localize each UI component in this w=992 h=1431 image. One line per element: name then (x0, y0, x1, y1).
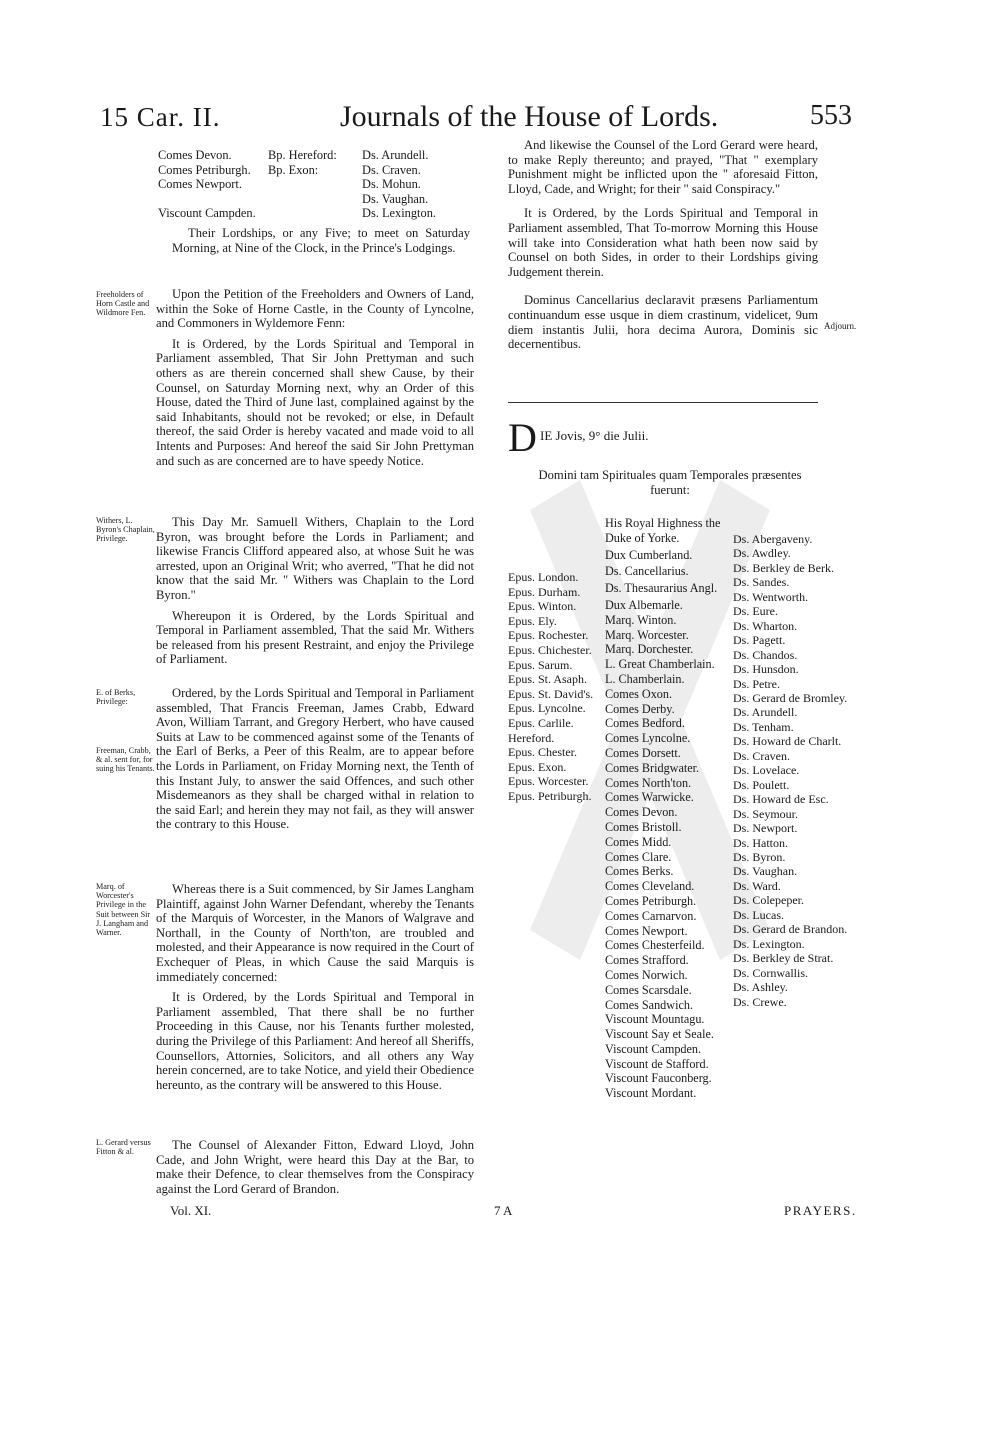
peer-entry: His Royal Highness the Duke of Yorke. (605, 516, 721, 545)
committee-member: Bp. Hereford: (268, 148, 337, 162)
paragraph: Whereupon it is Ordered, by the Lords Spiritual and Temporal in Parliament assembled, That the said Mr. Withers be released from his present Restraint, and enjoy the Privilege of Parliament. (156, 608, 474, 667)
baron-entry: Ds. Lexington. (733, 936, 805, 951)
entry-freeholders (156, 287, 474, 468)
margin-note: Withers, L. Byron's Chaplain, Privilege. (96, 516, 155, 544)
peer-entry: Comes Bedford. (605, 716, 685, 731)
baron-entry: Ds. Crewe. (733, 994, 787, 1009)
peer-entry: Comes Oxon. (605, 686, 673, 701)
paragraph: It is Ordered, by the Lords Spiritual and Temporal in Parliament assembled, That Sir John Prettyman and such others as are therein concerned shall shew Cause, by their Counsel, on Saturday Morning next, why an Order of this House, dated the Third of June last, complained against by the said Inhabitants, should not be revoked; or else, in Default thereof, the said Order is hereby vacated and made void to all Intents and Purposes: And hereof the said Sir John Prettyman and such as are concerned are to have speedy Notice. (156, 336, 474, 468)
paragraph: And likewise the Counsel of the Lord Gerard were heard, to make Reply thereunto; and prayed, "That " exemplary Punishment might be inflicted upon the " aforesaid Fitton, Lloyd, Cade, and Wright; for their " said Conspiracy." (508, 138, 818, 196)
committee-member: Viscount Campden. (158, 206, 256, 221)
baron-entry: Ds. Abergaveny. (733, 532, 813, 546)
peer-entry: Comes Strafford. (605, 953, 689, 968)
baron-entry: Ds. Lucas. (733, 907, 784, 922)
margin-note: Freeholders of Horn Castle and Wildmore Fen. (96, 290, 150, 318)
bishop-entry: Epus. London. (508, 570, 579, 584)
bishops-list (508, 570, 593, 804)
baron-entry: Ds. Berkley de Strat. (733, 951, 834, 966)
peer-entry: Comes Chesterfeild. (605, 938, 705, 953)
right-top-text (508, 138, 818, 352)
committee-member: Ds. Arundell. (362, 148, 429, 162)
bishop-entry: Epus. Rochester. (508, 628, 589, 643)
margin-note: Freeman, Crabb, & al. sent for, for suing his Tenants. (96, 746, 155, 774)
volume-label: Vol. XI. (170, 1203, 212, 1218)
bishop-entry: Epus. St. Asaph. (508, 672, 588, 687)
peer-entry: Viscount Campden. (605, 1041, 702, 1056)
bishop-entry: Hereford. (508, 730, 555, 745)
baron-entry: Ds. Wharton. (733, 618, 798, 633)
paragraph: Upon the Petition of the Freeholders and Owners of Land, within the Soke of Horne Castle, in the County of Lyncolne, and Commoners in Wyldemore Fenn: (156, 287, 474, 331)
entry-worcester (156, 882, 474, 1092)
baron-entry: Ds. Berkley de Berk. (733, 560, 834, 575)
peer-entry: Comes Bridgwater. (605, 760, 700, 775)
peer-entry: Comes Devon. (605, 805, 678, 820)
baron-entry: Ds. Hunsdon. (733, 662, 799, 677)
signature-mark: 7 A (494, 1203, 513, 1218)
baron-entry: Ds. Tenham. (733, 719, 794, 734)
paragraph: It is Ordered, by the Lords Spiritual and Temporal in Parliament assembled, That To-morrow Morning this House will take into Consideration what hath been now said by Counsel on both Sides, in order to their Lordships giving Judgement therein. (508, 206, 818, 279)
baron-entry: Ds. Howard de Charlt. (733, 734, 842, 749)
drop-cap: D (508, 415, 537, 460)
paragraph: This Day Mr. Samuell Withers, Chaplain to the Lord Byron, was brought before the Lords in Parliament; and likewise Francis Clifford appeared also, at whose Suit he was arrested, upon an Original Writ; who averred, "That he did not know that the said Mr. " Withers was Chaplain to the Lord Byron." (156, 515, 474, 602)
margin-note-adjourn: Adjourn. (824, 321, 857, 331)
peer-entry: Marq. Winton. (605, 612, 677, 627)
bishop-entry: Epus. Petriburgh. (508, 788, 592, 803)
margin-note: E. of Berks, Privilege: (96, 688, 136, 707)
committee-member: Comes Devon. (158, 148, 232, 162)
bishop-entry: Epus. Worcester. (508, 774, 589, 789)
baron-entry: Ds. Newport. (733, 821, 798, 836)
adjournment-paragraph: Dominus Cancellarius declaravit præsens Parliamentum continuandum esse usque in diem crastinum, videlicet, 9um diem instantis Julii, hora decima Aurora, Dominis sic decernentibus. (508, 293, 818, 352)
bishop-entry: Epus. Chester. (508, 745, 577, 760)
peer-entry: Viscount Say et Seale. (605, 1027, 714, 1042)
date-line: IE Jovis, 9° die Julii. (540, 428, 649, 443)
committee-member: Ds. Craven. (362, 162, 421, 177)
peer-entry: Dux Albemarle. (605, 597, 683, 612)
committee-col-2 (268, 148, 337, 177)
peer-entry: Marq. Worcester. (605, 627, 689, 642)
baron-entry: Ds. Lovelace. (733, 763, 800, 778)
baron-entry: Ds. Gerard de Brandon. (733, 922, 848, 937)
peer-entry: Comes Midd. (605, 834, 672, 849)
regnal-year: 15 Car. II. (100, 102, 221, 132)
margin-note: Marq. of Worcester's Privilege in the Suit between Sir J. Langham and Warner. (96, 882, 151, 938)
peer-entry: L. Great Chamberlain. (605, 657, 715, 672)
bishop-entry: Epus. Lyncolne. (508, 701, 586, 716)
peer-entry: Dux Cumberland. (605, 547, 693, 562)
peer-entry: Comes Petriburgh. (605, 893, 697, 908)
bishop-entry: Epus. Ely. (508, 613, 557, 628)
peer-entry: Comes Carnarvon. (605, 908, 697, 923)
peer-entry: Comes Clare. (605, 849, 672, 864)
peer-entry: Comes Sandwich. (605, 997, 694, 1012)
paragraph: The Counsel of Alexander Fitton, Edward Lloyd, John Cade, and John Wright, were heard this Day at the Bar, to make their Defence, to clear themselves from the Conspiracy against the Lord Gerard of Brandon. (156, 1138, 474, 1196)
peer-entry: Viscount Fauconberg. (605, 1071, 712, 1086)
peer-entry: Comes Lyncolne. (605, 731, 691, 746)
baron-entry: Ds. Craven. (733, 748, 790, 763)
bishop-entry: Epus. Carlile. (508, 715, 574, 730)
committee-meeting: Their Lordships, or any Five; to meet on Saturday Morning, at Nine of the Clock, in the Prince's Lodgings. (172, 226, 470, 255)
bishop-entry: Epus. Sarum. (508, 657, 573, 672)
baron-entry: Ds. Vaughan. (733, 864, 798, 879)
peer-entry: Viscount Mordant. (605, 1086, 697, 1101)
bishop-entry: Epus. St. David's. (508, 686, 594, 701)
entry-withers (156, 515, 474, 667)
present-line: Domini tam Spirituales quam Temporales præsentes fuerunt: (538, 468, 802, 497)
paragraph: It is Ordered, by the Lords Spiritual and Temporal in Parliament assembled, That there shall be no further Proceeding in this Cause, nor his Tenants further molested, during the Privilege of this Parliament: And hereof all Sheriffs, Counsellors, Attornies, Solicitors, and all others any Way herein concerned, are to take Notice, and yield their Obedience hereunto, as the contrary will be answered to this House. (156, 990, 474, 1092)
baron-entry: Ds. Petre. (733, 676, 780, 691)
running-title: Journals of the House of Lords. (340, 100, 719, 133)
baron-entry: Ds. Gerard de Bromley. (733, 690, 848, 705)
peer-entry: Comes Derby. (605, 701, 675, 716)
peer-entry: Comes Newport. (605, 923, 688, 938)
catchword: PRAYERS. (784, 1203, 857, 1218)
baron-entry: Ds. Howard de Esc. (733, 792, 829, 807)
peer-entry: Comes Cleveland. (605, 879, 695, 894)
bishop-entry: Epus. Winton. (508, 599, 577, 614)
spacer (158, 192, 256, 207)
entry-gerard (156, 1138, 474, 1196)
peer-entry: Viscount Mountagu. (605, 1012, 705, 1027)
baron-entry: Ds. Wentworth. (733, 589, 809, 604)
baron-entry: Ds. Eure. (733, 604, 778, 619)
peer-entry: Comes Norwich. (605, 967, 688, 982)
peer-entry: Comes Warwicke. (605, 790, 694, 805)
section-rule (508, 402, 818, 403)
margin-note: L. Gerard versus Fitton & al. (96, 1138, 151, 1157)
bishop-entry: Epus. Chichester. (508, 642, 592, 657)
baron-entry: Ds. Arundell. (733, 705, 798, 720)
peer-entry: Ds. Cancellarius. (605, 564, 689, 579)
baron-entry: Ds. Pagett. (733, 633, 786, 648)
committee-col-1 (158, 148, 256, 221)
committee-member: Comes Petriburgh. (158, 162, 251, 177)
bishop-entry: Epus. Durham. (508, 584, 581, 599)
paragraph: Ordered, by the Lords Spiritual and Temporal in Parliament assembled, That Francis Freeman, James Crabb, Edward Avon, William Tarrant, and Gregory Herbert, who have caused Suits at Law to be commenced against some of the Tenants of the Earl of Berks, a Peer of this Realm, are to appear before the Lords in Parliament, on Friday Morning next, the Tenth of this Instant July, to answer the said Offences, and such other Misdemeanors as they shall be charged withal in relation to the said Earl; and herein they may not fail, as they will answer the contrary to this House. (156, 686, 474, 832)
entry-berks (156, 686, 474, 832)
baron-entry: Ds. Byron. (733, 849, 786, 864)
baron-entry: Ds. Ward. (733, 878, 781, 893)
peer-entry: Marq. Dorchester. (605, 642, 694, 657)
baron-entry: Ds. Sandes. (733, 575, 790, 590)
committee-member: Ds. Mohun. (362, 177, 421, 192)
committee-member: Ds. Lexington. (362, 206, 436, 221)
baron-entry: Ds. Awdley. (733, 546, 791, 561)
peer-entry: Comes Berks. (605, 864, 674, 879)
committee-col-3 (362, 148, 436, 221)
peer-entry: Comes Dorsett. (605, 745, 681, 760)
peer-entry: Viscount de Stafford. (605, 1056, 709, 1071)
committee-member: Bp. Exon: (268, 162, 319, 177)
peers-list (605, 516, 723, 1101)
peer-entry: Comes Scarsdale. (605, 982, 692, 997)
peer-entry: Comes Bristoll. (605, 819, 682, 834)
barons-list (733, 532, 847, 1009)
peer-entry: Comes North'ton. (605, 775, 692, 790)
bishop-entry: Epus. Exon. (508, 759, 567, 774)
peer-entry: L. Chamberlain. (605, 671, 685, 686)
paragraph: Whereas there is a Suit commenced, by Sir James Langham Plaintiff, against John Warner Defendant, whereby the Tenants of the Marquis of Worcester, in the Manors of Walgrave and Northall, in the County of North'ton, are troubled and molested, and their Appearance is now required in the Court of Exchequer of Pleas, in which Cause the said Marquis is immediately concerned: (156, 882, 474, 984)
baron-entry: Ds. Hatton. (733, 835, 788, 850)
baron-entry: Ds. Poulett. (733, 777, 790, 792)
baron-entry: Ds. Chandos. (733, 647, 798, 662)
page-number: 553 (810, 100, 852, 131)
peer-entry: Ds. Thesaurarius Angl. (605, 581, 718, 596)
baron-entry: Ds. Seymour. (733, 806, 799, 821)
committee-member: Comes Newport. (158, 177, 242, 192)
baron-entry: Ds. Cornwallis. (733, 965, 808, 980)
baron-entry: Ds. Colepeper. (733, 893, 804, 908)
baron-entry: Ds. Ashley. (733, 980, 788, 995)
committee-member: Ds. Vaughan. (362, 191, 429, 206)
